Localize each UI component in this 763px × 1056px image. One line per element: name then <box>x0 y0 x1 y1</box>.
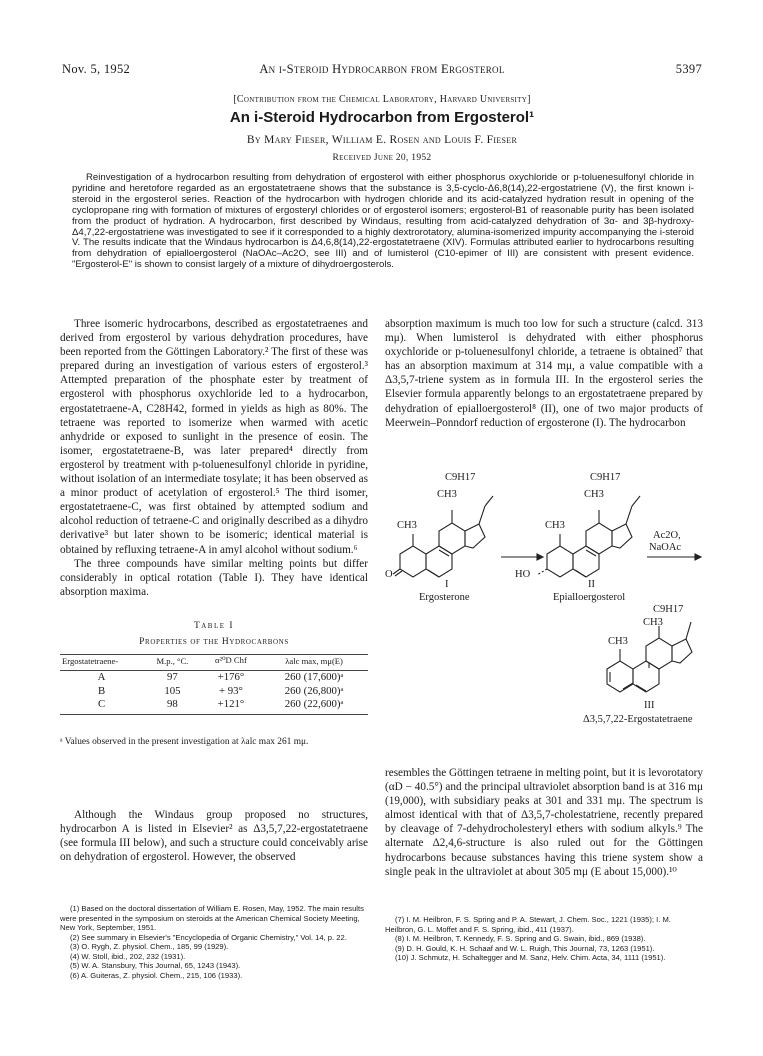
footnotes-right <box>385 915 703 963</box>
received-date: Received June 20, 1952 <box>332 153 432 163</box>
structure-II <box>537 496 640 577</box>
table-header-row <box>60 655 368 671</box>
body-paragraph: absorption maximum is much too low for such a structure (calcd. 313 mμ). When lumisterol is dehydrated with either phosphorus oxychloride or p-toluenesulfonyl chloride, a tetraene is obtained⁷ that has an absorption maximum at 314 mμ, a value compatible with a Δ3,5,7-triene system as in formula III. In the ergosterol series the Elsevier formula apparently belongs to an ergostatetraene prepared by dehydration of epiallοergosterol⁸ (II), one of two major products of Meerwein–Ponndorf reduction of ergosterone (I). The hydrocarbon <box>385 318 703 429</box>
hydroxyl-label: HO <box>515 569 531 580</box>
compound-name: Ergosterone <box>419 592 470 603</box>
body-paragraph: resembles the Göttingen tetraene in melting point, but it is levorotatory (αD − 40.5°) and the principal ultraviolet absorption band is at 316 mμ (19,000), with subsidiary peaks at 301 and 331 mμ. The spectrum is almost identical with that of Δ3,5,7-cholestatriene, recently prepared by cleavage of 7-dehydrocholesteryl ethers with sodium alkyls.⁹ The alternate Δ2,4,6-structure is also ruled out for the Göttingen hydrocarbons because substances having this triene system show a single peak in the ultraviolet at about 305 mμ (E about 15,000).¹⁰ <box>385 767 703 878</box>
table-row <box>60 671 368 685</box>
ketone-label: O <box>385 569 393 580</box>
table-footnote: ᵃ Values observed in the present investigation at λalc max 261 mμ. <box>60 737 309 747</box>
table-cell: 97 <box>167 671 178 683</box>
table-cell: 260 (26,800)ᵃ <box>284 684 344 697</box>
properties-table <box>60 654 368 715</box>
methyl-label: CH3 <box>545 520 565 531</box>
body-paragraph: Although the Windaus group proposed no structures, hydrocarbon A is listed in Elsevier² as Δ3,5,7,22-ergostatetraene (see formula III below), and such a structure could conceivably arise on dehydration of ergosterol. However, the observed <box>60 809 368 864</box>
methyl-label: CH3 <box>584 489 604 500</box>
col-header: M.p., °C. <box>143 655 202 671</box>
footnote: (10) J. Schmutz, H. Schaltegger and M. Sanz, Helv. Chim. Acta, 34, 1111 (1951). <box>395 953 666 962</box>
table-cell: 260 (22,600)ᵃ <box>260 698 368 714</box>
col-header: α²⁰D Chf <box>202 655 261 671</box>
table-cell: 260 (17,600)ᵃ <box>284 671 344 683</box>
body-paragraph: Three isomeric hydrocarbons, described as ergostatetraenes and derived from ergosterol by various dehydration procedures, have been reported from the Göttingen Laboratory.² The first of these was prepared during an investigation of various esters of ergosterol.³ Attempted preparation of the phosphate ester by treatment of ergosterol with phosphorus oxychloride led to a hydrocarbon, ergostatetraene-A, C28H42, formed in yields as high as 80%. The tetraene was reported to isomerize when warmed with acetic anhydride or exposed to sunlight in the presence of eosin. The isomer, ergostatetraene-B, was later prepared⁴ directly from ergosterol by treatment with p-toluenesulfonyl chloride in pyridine, without isolation of an intermediate tosylate; it has been observed as a minor product of acetylation of ergosterol.⁵ The third isomer, ergostatetraene-C, was first obtained by attempted sodium and alcohol reduction of tetraene-C and originally described as a dihydro derivative³ but later shown to be isomeric; identical material is obtained by refluxing tetraene-A in amyl alcohol without sodium.⁶ <box>60 318 368 556</box>
right-column-continued <box>385 766 703 879</box>
compound-number: I <box>445 579 449 590</box>
running-head-date: Nov. 5, 1952 <box>62 62 131 76</box>
author-line: By Mary Fieser, William E. Rosen and Louis F. Fieser <box>246 134 518 146</box>
col-header: Ergostatetraene- <box>60 655 143 671</box>
methyl-label: CH3 <box>608 636 628 647</box>
sidechain-label: C9H17 <box>445 472 476 483</box>
footnote: (9) D. H. Gould, K. H. Schaaf and W. L. Ruigh, This Journal, 73, 1263 (1951). <box>395 943 655 953</box>
table-cell: +121° <box>202 698 261 714</box>
structure-III <box>607 622 692 692</box>
sidechain-label: C9H17 <box>653 604 684 615</box>
abstract: Reinvestigation of a hydrocarbon resulting from dehydration of ergosterol with either phosphorus oxychloride or p-toluenesulfonyl chloride in pyridine and heretofore regarded as an ergostatetraene shows that the substance is 3,5-cyclo-Δ6,8(14),22-ergostatriene (V), the first known i-steroid in the ergosterol series. Reaction of the hydrocarbon with hydrogen chloride and its acid-catalyzed hydration result in opening of the cyclopropane ring with formation of mixtures of ergosteryl chlorides or of ergosterol isomers; ergosterol-B1 of reasonable purity has been isolated from the product of hydration. A hydrocarbon, first described by Windaus, resulting from acid-catalyzed dehydration of 3α- and 3β-hydroxy-Δ4,7,22-ergostatriene was investigated to see if it corresponded to a highly dextrorotatory, alumina-isomerized impurity accompanying the i-steroid V. The results indicate that the Windaus hydrocarbon is Δ4,6,8(14),22-ergostatetraene (XIV). Formulas attributed earlier to hydrocarbons resulting from dehydration of epiallοergosterol (NaOAc–Ac2O, see III) and of lumisterol (C10-epimer of III) are consistent with present evidence. "Ergosterol-E" is shown to consist largely of a mixture of dihydroergosterols. <box>72 172 694 271</box>
footnote: (8) I. M. Heilbron, T. Kennedy, F. S. Spring and G. Swain, ibid., 869 (1938). <box>395 934 646 943</box>
footnote: (3) O. Rygh, Z. physiol. Chem., 185, 99 (1929). <box>70 942 229 951</box>
article-title: An i-Steroid Hydrocarbon from Ergosterol¹ <box>229 109 535 126</box>
table-cell: A <box>97 671 106 683</box>
table-cell: + 93° <box>218 684 243 697</box>
sidechain-label: C9H17 <box>590 472 621 483</box>
table-cell: 98 <box>143 698 202 714</box>
page-number: 5397 <box>675 62 702 76</box>
table-caption: Properties of the Hydrocarbons <box>139 637 289 647</box>
footnote: (6) A. Guiteras, Z. physiol. Chem., 215, 106 (1933). <box>70 970 243 980</box>
footnote: (5) W. A. Stansbury, This Journal, 65, 1243 (1943). <box>70 961 241 970</box>
table-row <box>60 685 368 699</box>
running-head <box>62 62 702 78</box>
structure-I <box>393 496 493 577</box>
col-header: λalc max, mμ(E) <box>260 655 368 671</box>
reaction-scheme <box>385 464 703 764</box>
compound-number: II <box>588 579 595 590</box>
compound-name: Epiallοergosterol <box>553 592 626 603</box>
compound-number: III <box>644 700 655 711</box>
footnote: (4) W. Stoll, ibid., 202, 232 (1931). <box>70 951 186 961</box>
table-cell: +176° <box>217 671 245 683</box>
footnote: (1) Based on the doctoral dissertation of William E. Rosen, May, 1952. The main results were presented in the symposium on steroids at the American Chemical Society Meeting, New York, September, 1951. <box>60 904 364 932</box>
compound-name: Δ3,5,7,22-Ergostatetraene <box>583 714 693 725</box>
footnotes-left <box>60 904 368 980</box>
running-head-title: An i-Steroid Hydrocarbon from Ergosterol <box>259 62 505 76</box>
contribution-line: [Contribution from the Chemical Laboratory, Harvard University] <box>233 94 531 105</box>
methyl-label: CH3 <box>397 520 417 531</box>
table-cell: C <box>60 698 143 714</box>
left-column <box>60 317 368 599</box>
methyl-label: CH3 <box>437 489 457 500</box>
table-cell: B <box>97 684 106 697</box>
body-paragraph: The three compounds have similar melting points but differ considerably in optical rotation (Table I). They have identical absorption maxima. <box>60 557 368 598</box>
table-row <box>60 698 368 714</box>
footnote: (7) I. M. Heilbron, F. S. Spring and P. A. Stewart, J. Chem. Soc., 1221 (1935); I. M. Heilbron, G. L. Moffet and F. S. Spring, ibid., 411 (1937). <box>385 915 671 934</box>
table-cell: 105 <box>164 684 181 697</box>
right-column <box>385 317 703 430</box>
left-column-continued <box>60 808 368 864</box>
reagent-label: Ac2O, <box>653 530 681 541</box>
methyl-label: CH3 <box>643 617 663 628</box>
table-title: Table I <box>193 621 235 631</box>
reagent-label: NaOAc <box>649 542 682 553</box>
footnote: (2) See summary in Elsevier's "Encyclopedia of Organic Chemistry," Vol. 14, p. 22. <box>70 932 347 942</box>
